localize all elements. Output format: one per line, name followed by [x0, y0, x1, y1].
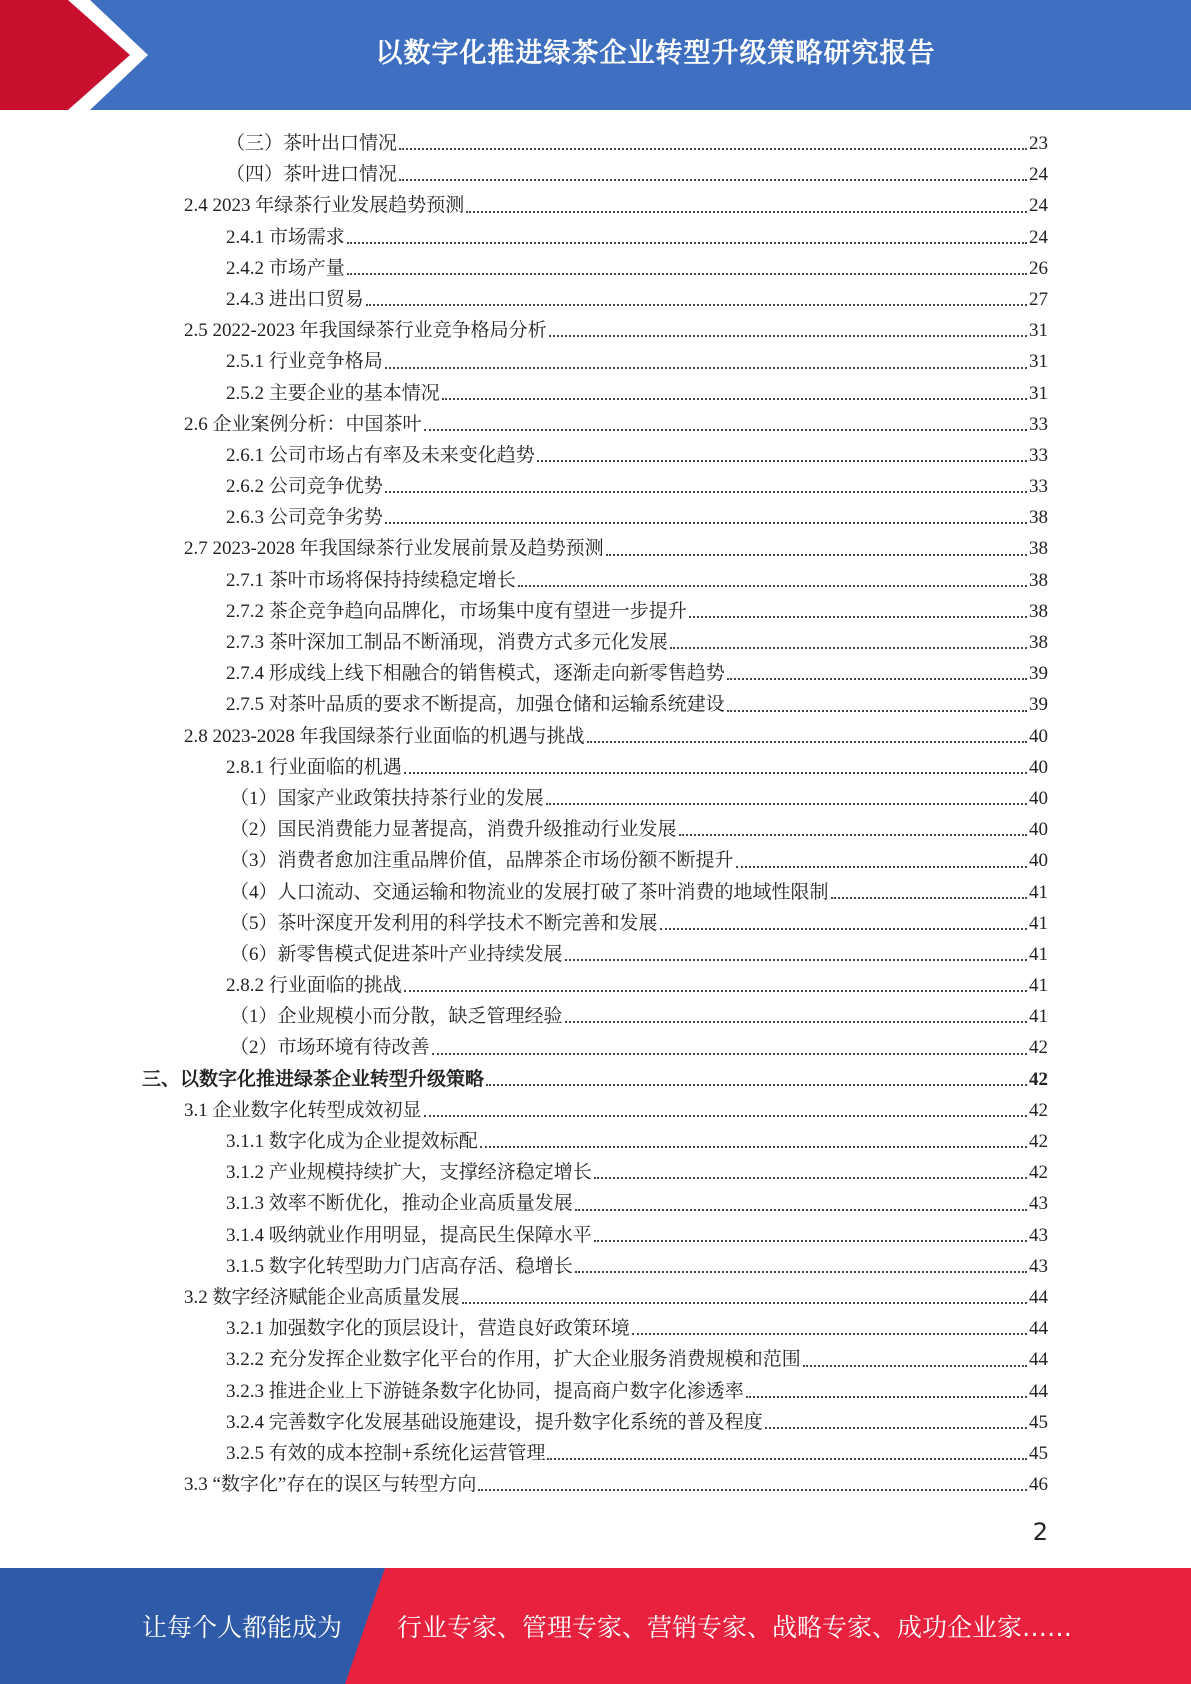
toc-entry[interactable] [0, 627, 1191, 658]
toc-entry[interactable] [0, 565, 1191, 596]
toc-dot-leader [660, 927, 1027, 930]
toc-entry-page: 41 [1029, 975, 1048, 997]
toc-entry-page: 38 [1029, 600, 1048, 622]
toc-entry-page: 31 [1029, 351, 1048, 373]
toc-dot-leader [424, 1114, 1027, 1117]
toc-entry-page: 38 [1029, 538, 1048, 560]
toc-entry-title: 3.1.4 吸纳就业作用明显，提高民生保障水平 [226, 1224, 592, 1246]
table-of-contents [0, 128, 1191, 1500]
toc-entry-title: （2）市场环境有待改善 [230, 1037, 430, 1059]
toc-dot-leader [587, 740, 1027, 743]
toc-dot-leader [518, 584, 1027, 587]
toc-entry-title: （6）新零售模式促进茶叶产业持续发展 [230, 943, 563, 965]
toc-entry-page: 42 [1029, 1162, 1048, 1184]
toc-entry[interactable] [0, 1376, 1191, 1407]
toc-dot-leader [442, 397, 1027, 400]
toc-entry[interactable] [0, 689, 1191, 720]
toc-dot-leader [385, 521, 1027, 524]
toc-entry-page: 43 [1029, 1224, 1048, 1246]
toc-dot-leader [565, 958, 1027, 961]
toc-dot-leader [746, 1395, 1027, 1398]
toc-entry-title: 2.6.2 公司竞争优势 [226, 476, 383, 498]
toc-dot-leader [565, 1020, 1027, 1023]
toc-entry-page: 38 [1029, 569, 1048, 591]
toc-dot-leader [462, 1301, 1027, 1304]
toc-dot-leader [399, 147, 1027, 150]
toc-entry-page: 44 [1029, 1286, 1048, 1308]
toc-entry[interactable] [0, 1220, 1191, 1251]
toc-entry-title: 3.2.4 完善数字化发展基础设施建设，提升数字化系统的普及程度 [226, 1411, 763, 1433]
toc-entry-page: 41 [1029, 1006, 1048, 1028]
toc-entry-title: 2.5.1 行业竞争格局 [226, 351, 383, 373]
toc-dot-leader [478, 1488, 1027, 1491]
toc-entry-page: 41 [1029, 881, 1048, 903]
toc-entry-title: 3.3 “数字化”存在的误区与转型方向 [184, 1474, 477, 1496]
toc-dot-leader [594, 1176, 1027, 1179]
toc-dot-leader [831, 896, 1027, 899]
toc-entry[interactable] [0, 658, 1191, 689]
toc-entry-title: （四）茶叶进口情况 [226, 164, 398, 186]
toc-dot-leader [347, 272, 1027, 275]
toc-dot-leader [765, 1426, 1027, 1429]
toc-entry[interactable] [0, 1001, 1191, 1032]
toc-entry-title: 3.1 企业数字化转型成效初显 [184, 1099, 422, 1121]
toc-entry-page: 41 [1029, 912, 1048, 934]
toc-dot-leader [466, 210, 1027, 213]
toc-entry[interactable] [0, 814, 1191, 845]
toc-entry[interactable] [0, 346, 1191, 377]
toc-entry-page: 38 [1029, 632, 1048, 653]
toc-entry-page: 24 [1029, 164, 1048, 186]
toc-entry[interactable] [0, 596, 1191, 627]
report-title: 以数字化推进绿茶企业转型升级策略研究报告 [375, 37, 936, 69]
toc-dot-leader [689, 615, 1027, 618]
toc-dot-leader [404, 771, 1027, 774]
toc-dot-leader [679, 833, 1027, 836]
toc-entry-page: 41 [1029, 943, 1048, 965]
toc-entry[interactable] [0, 1469, 1191, 1500]
toc-entry[interactable] [0, 253, 1191, 284]
toc-entry-page: 31 [1029, 382, 1048, 404]
toc-dot-leader [347, 241, 1027, 244]
toc-dot-leader [575, 1270, 1027, 1273]
toc-entry[interactable] [0, 1157, 1191, 1188]
toc-entry-page: 26 [1029, 257, 1048, 279]
toc-dot-leader [385, 490, 1027, 493]
toc-entry[interactable] [0, 1188, 1191, 1219]
toc-dot-leader [385, 366, 1027, 369]
toc-entry[interactable] [0, 783, 1191, 814]
toc-entry-title: 2.7.3 茶叶深加工制品不断涌现，消费方式多元化发展 [226, 632, 668, 653]
toc-entry[interactable] [0, 1095, 1191, 1126]
toc-entry-page: 23 [1029, 133, 1048, 154]
toc-entry-page: 44 [1029, 1380, 1048, 1402]
toc-entry[interactable] [0, 409, 1191, 440]
toc-entry-title: （5）茶叶深度开发利用的科学技术不断完善和发展 [230, 912, 658, 934]
toc-entry-page: 39 [1029, 663, 1048, 685]
toc-entry[interactable] [0, 845, 1191, 876]
toc-entry-page: 45 [1029, 1411, 1048, 1433]
toc-entry[interactable] [0, 1407, 1191, 1438]
toc-dot-leader [803, 1364, 1027, 1367]
toc-entry-title: 2.4.3 进出口贸易 [226, 288, 364, 310]
toc-dot-leader [727, 677, 1027, 680]
toc-dot-leader [670, 646, 1027, 649]
toc-entry-title: 三、以数字化推进绿茶企业转型升级策略 [142, 1068, 485, 1090]
toc-entry-title: （3）消费者愈加注重品牌价值，品牌茶企市场份额不断提升 [230, 850, 734, 872]
toc-entry-title: 2.7.1 茶叶市场将保持持续稳定增长 [226, 569, 516, 591]
toc-entry-page: 43 [1029, 1193, 1048, 1215]
toc-dot-leader [537, 459, 1027, 462]
toc-dot-leader [594, 1239, 1027, 1242]
toc-entry-title: （2）国民消费能力显著提高，消费升级推动行业发展 [230, 819, 677, 841]
toc-entry-title: 2.8.2 行业面临的挑战 [226, 975, 402, 997]
toc-entry-title: 2.4.1 市场需求 [226, 226, 345, 248]
toc-entry-page: 24 [1029, 226, 1048, 248]
toc-entry-page: 42 [1029, 1037, 1048, 1059]
toc-entry-title: （1）国家产业政策扶持茶行业的发展 [230, 787, 544, 809]
toc-dot-leader [547, 1457, 1027, 1460]
toc-entry-page: 40 [1029, 787, 1048, 809]
toc-entry[interactable] [0, 939, 1191, 970]
toc-entry-page: 40 [1029, 756, 1048, 778]
toc-entry[interactable] [0, 440, 1191, 471]
toc-dot-leader [424, 428, 1027, 431]
toc-entry-title: 2.7.2 茶企竞争趋向品牌化，市场集中度有望进一步提升 [226, 600, 687, 622]
toc-entry-page: 44 [1029, 1349, 1048, 1371]
toc-entry[interactable] [0, 502, 1191, 533]
toc-dot-leader [606, 553, 1027, 556]
toc-entry-page: 39 [1029, 694, 1048, 716]
toc-dot-leader [727, 709, 1027, 712]
toc-entry[interactable] [0, 1032, 1191, 1063]
footer-slogan-right: 行业专家、管理专家、营销专家、战略专家、成功企业家…… [397, 1613, 1073, 1642]
toc-entry-page: 27 [1029, 288, 1048, 310]
toc-entry-title: 2.5 2022-2023 年我国绿茶行业竞争格局分析 [184, 320, 547, 342]
toc-entry-page: 45 [1029, 1442, 1048, 1464]
toc-entry[interactable] [0, 190, 1191, 221]
toc-entry[interactable] [0, 1438, 1191, 1469]
toc-entry-page: 33 [1029, 413, 1048, 435]
toc-entry-title: 2.8 2023-2028 年我国绿茶行业面临的机遇与挑战 [184, 725, 585, 747]
page-number: 2 [1032, 1518, 1048, 1546]
toc-entry-title: 3.2 数字经济赋能企业高质量发展 [184, 1286, 460, 1308]
toc-entry-title: 2.6.1 公司市场占有率及未来变化趋势 [226, 444, 535, 466]
toc-entry-page: 46 [1029, 1474, 1048, 1496]
toc-entry-title: 3.1.1 数字化成为企业提效标配 [226, 1131, 478, 1152]
toc-entry-title: （1）企业规模小而分散，缺乏管理经验 [230, 1006, 563, 1028]
toc-dot-leader [486, 1083, 1027, 1086]
toc-entry-title: 2.5.2 主要企业的基本情况 [226, 382, 440, 404]
toc-entry[interactable] [0, 908, 1191, 939]
toc-entry[interactable] [0, 1064, 1191, 1095]
toc-entry-title: 3.2.3 推进企业上下游链条数字化协同，提高商户数字化渗透率 [226, 1380, 744, 1402]
toc-entry-title: 2.7 2023-2028 年我国绿茶行业发展前景及趋势预测 [184, 538, 604, 560]
toc-entry-page: 33 [1029, 476, 1048, 498]
toc-entry-title: （4）人口流动、交通运输和物流业的发展打破了茶叶消费的地域性限制 [230, 881, 829, 903]
toc-entry-title: 3.2.5 有效的成本控制+系统化运营管理 [226, 1442, 546, 1464]
toc-dot-leader [546, 802, 1027, 805]
toc-entry-page: 42 [1029, 1068, 1048, 1090]
toc-dot-leader [366, 303, 1027, 306]
toc-entry-page: 42 [1029, 1131, 1048, 1152]
page-footer [0, 1568, 1191, 1684]
toc-entry[interactable] [0, 721, 1191, 752]
toc-entry[interactable] [0, 222, 1191, 253]
toc-entry-title: 3.1.2 产业规模持续扩大，支撑经济稳定增长 [226, 1162, 592, 1184]
toc-entry[interactable] [0, 159, 1191, 190]
toc-entry[interactable] [0, 1251, 1191, 1282]
toc-entry-page: 24 [1029, 195, 1048, 217]
toc-entry-page: 40 [1029, 819, 1048, 841]
toc-entry-title: 2.4.2 市场产量 [226, 257, 345, 279]
toc-entry[interactable] [0, 1313, 1191, 1344]
toc-entry-title: 3.2.2 充分发挥企业数字化平台的作用，扩大企业服务消费规模和范围 [226, 1349, 801, 1371]
toc-entry-page: 42 [1029, 1099, 1048, 1121]
toc-dot-leader [575, 1208, 1027, 1211]
toc-entry-page: 40 [1029, 850, 1048, 872]
toc-entry[interactable] [0, 1344, 1191, 1375]
toc-entry-page: 44 [1029, 1318, 1048, 1340]
toc-entry[interactable] [0, 128, 1191, 159]
toc-entry-title: 3.2.1 加强数字化的顶层设计，营造良好政策环境 [226, 1318, 630, 1340]
toc-dot-leader [632, 1332, 1027, 1335]
header-arrow-decoration [0, 0, 160, 110]
toc-entry[interactable] [0, 877, 1191, 908]
toc-dot-leader [404, 989, 1027, 992]
toc-entry-page: 33 [1029, 444, 1048, 466]
toc-entry[interactable] [0, 471, 1191, 502]
toc-entry[interactable] [0, 1126, 1191, 1157]
toc-dot-leader [432, 1052, 1027, 1055]
toc-entry-page: 43 [1029, 1255, 1048, 1277]
toc-dot-leader [736, 865, 1027, 868]
footer-slogan-left: 让每个人都能成为 [142, 1613, 343, 1642]
toc-entry-title: 2.7.4 形成线上线下相融合的销售模式，逐渐走向新零售趋势 [226, 663, 725, 685]
toc-entry[interactable] [0, 378, 1191, 409]
toc-entry-title: （三）茶叶出口情况 [226, 133, 398, 154]
toc-dot-leader [399, 178, 1027, 181]
toc-entry[interactable] [0, 752, 1191, 783]
toc-entry[interactable] [0, 970, 1191, 1001]
toc-entry-page: 40 [1029, 725, 1048, 747]
toc-entry-title: 2.7.5 对茶叶品质的要求不断提高，加强仓储和运输系统建设 [226, 694, 725, 716]
toc-entry[interactable] [0, 315, 1191, 346]
toc-entry-page: 38 [1029, 507, 1048, 529]
toc-entry-title: 2.8.1 行业面临的机遇 [226, 756, 402, 778]
toc-entry[interactable] [0, 1282, 1191, 1313]
toc-dot-leader [480, 1145, 1027, 1148]
toc-entry-title: 3.1.5 数字化转型助力门店高存活、稳增长 [226, 1255, 573, 1277]
toc-entry[interactable] [0, 284, 1191, 315]
toc-entry-title: 3.1.3 效率不断优化，推动企业高质量发展 [226, 1193, 573, 1215]
toc-entry-title: 2.6 企业案例分析：中国茶叶 [184, 413, 422, 435]
toc-entry[interactable] [0, 533, 1191, 564]
toc-entry-page: 31 [1029, 320, 1048, 342]
toc-dot-leader [549, 334, 1027, 337]
toc-entry-title: 2.4 2023 年绿茶行业发展趋势预测 [184, 195, 465, 217]
page-header [0, 0, 1191, 110]
toc-entry-title: 2.6.3 公司竞争劣势 [226, 507, 383, 529]
